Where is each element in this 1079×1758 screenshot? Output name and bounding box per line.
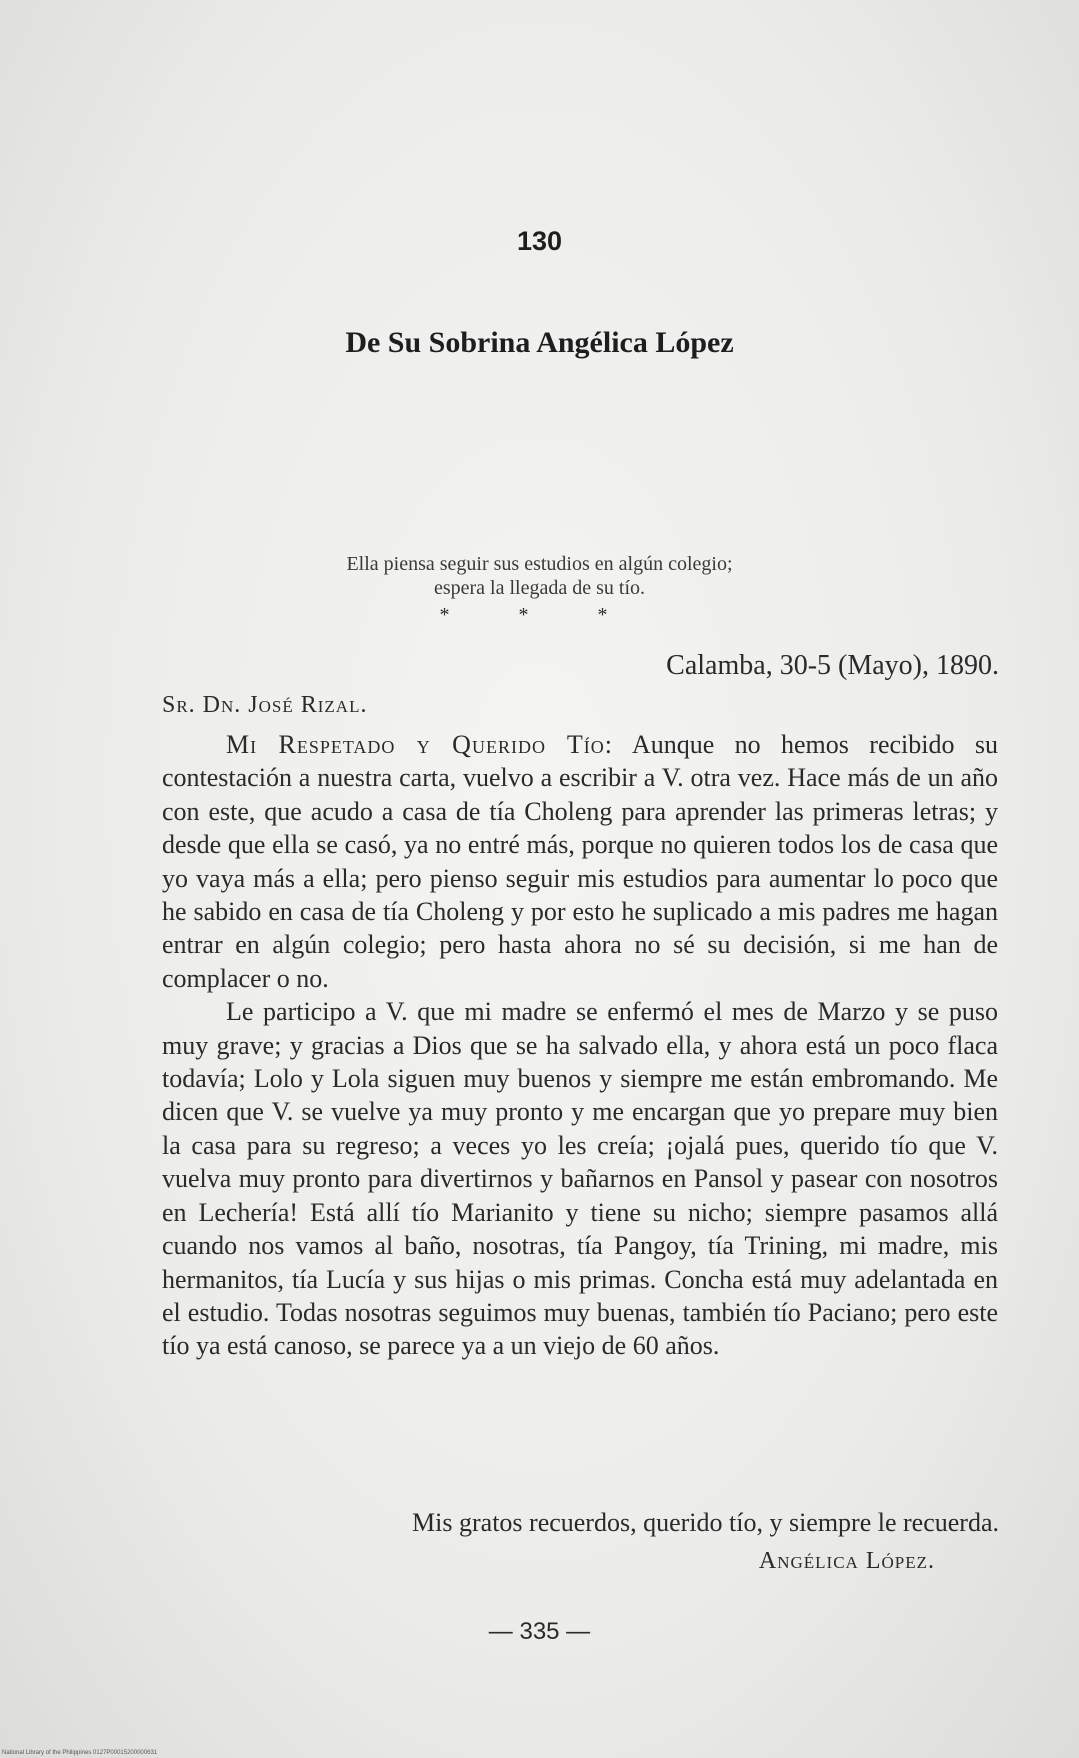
letter-title: De Su Sobrina Angélica López [345, 326, 734, 359]
summary-line: Ella piensa seguir sus estudios en algún colegio; [346, 553, 733, 575]
letter-body [162, 728, 998, 1363]
salutation: Mi Respetado y Querido Tío: [226, 730, 613, 759]
summary-line: espera la llegada de su tío. [433, 577, 646, 599]
addressee: Sr. Dn. José Rizal. [162, 692, 368, 718]
body-paragraph [162, 728, 998, 995]
place-date: Calamba, 30-5 (Mayo), 1890. [666, 650, 999, 681]
letter-summary [0, 552, 1079, 600]
paragraph-text: Aunque no hemos recibido su contestación a nuestra carta, vuelvo a escribir a V. otra vez. Hace más de un año con este, que acudo a casa de tía Choleng para aprender las primeras letras; y desde que ella se casó, ya no entré más, porque no quieren todos los de casa que yo vaya más a ella; pero pienso seguir mis estudios para aumentar lo poco que he sabido en casa de tía Choleng y por esto he suplicado a mis padres me hagan entrar en algún colegio; pero hasta ahora no sé su decisión, si me han de complacer o no. [162, 730, 998, 993]
letter-number: 130 [516, 226, 563, 256]
body-paragraph: Le participo a V. que mi madre se enfermó el mes de Marzo y se puso muy grave; y gracias a Dios que se ha salvado ella, y ahora está un poco flaca todavía; Lolo y Lola siguen muy buenos y siempre me están embromando. Me dicen que V. se vuelve ya muy pronto y me encargan que yo prepare muy bien la casa para su regreso; a veces yo les creía; ¡ojalá pues, querido tío que V. vuelva muy pronto para divertirnos y bañarnos en Pansol y pasear con nosotros en Lechería! Está allí tío Marianito y tiene su nicho; siempre pasamos allá cuando nos vamos al baño, nosotras, tía Pangoy, tía Trining, mi madre, mis hermanitos, tía Lucía y sus hijas o mis primas. Concha está muy adelantada en el estudio. Todas nosotras seguimos muy buenas, también tío Paciano; pero este tío ya está canoso, se parece ya a un viejo de 60 años. [162, 997, 998, 1361]
page-number: — 335 — [488, 1618, 591, 1645]
section-separator: * * * [439, 604, 640, 626]
signature: Angélica López. [758, 1548, 935, 1574]
archive-footer-note: National Library of the Philippines 0127P00015200000631 [2, 1750, 158, 1756]
closing-line: Mis gratos recuerdos, querido tío, y siempre le recuerda. [412, 1508, 999, 1537]
